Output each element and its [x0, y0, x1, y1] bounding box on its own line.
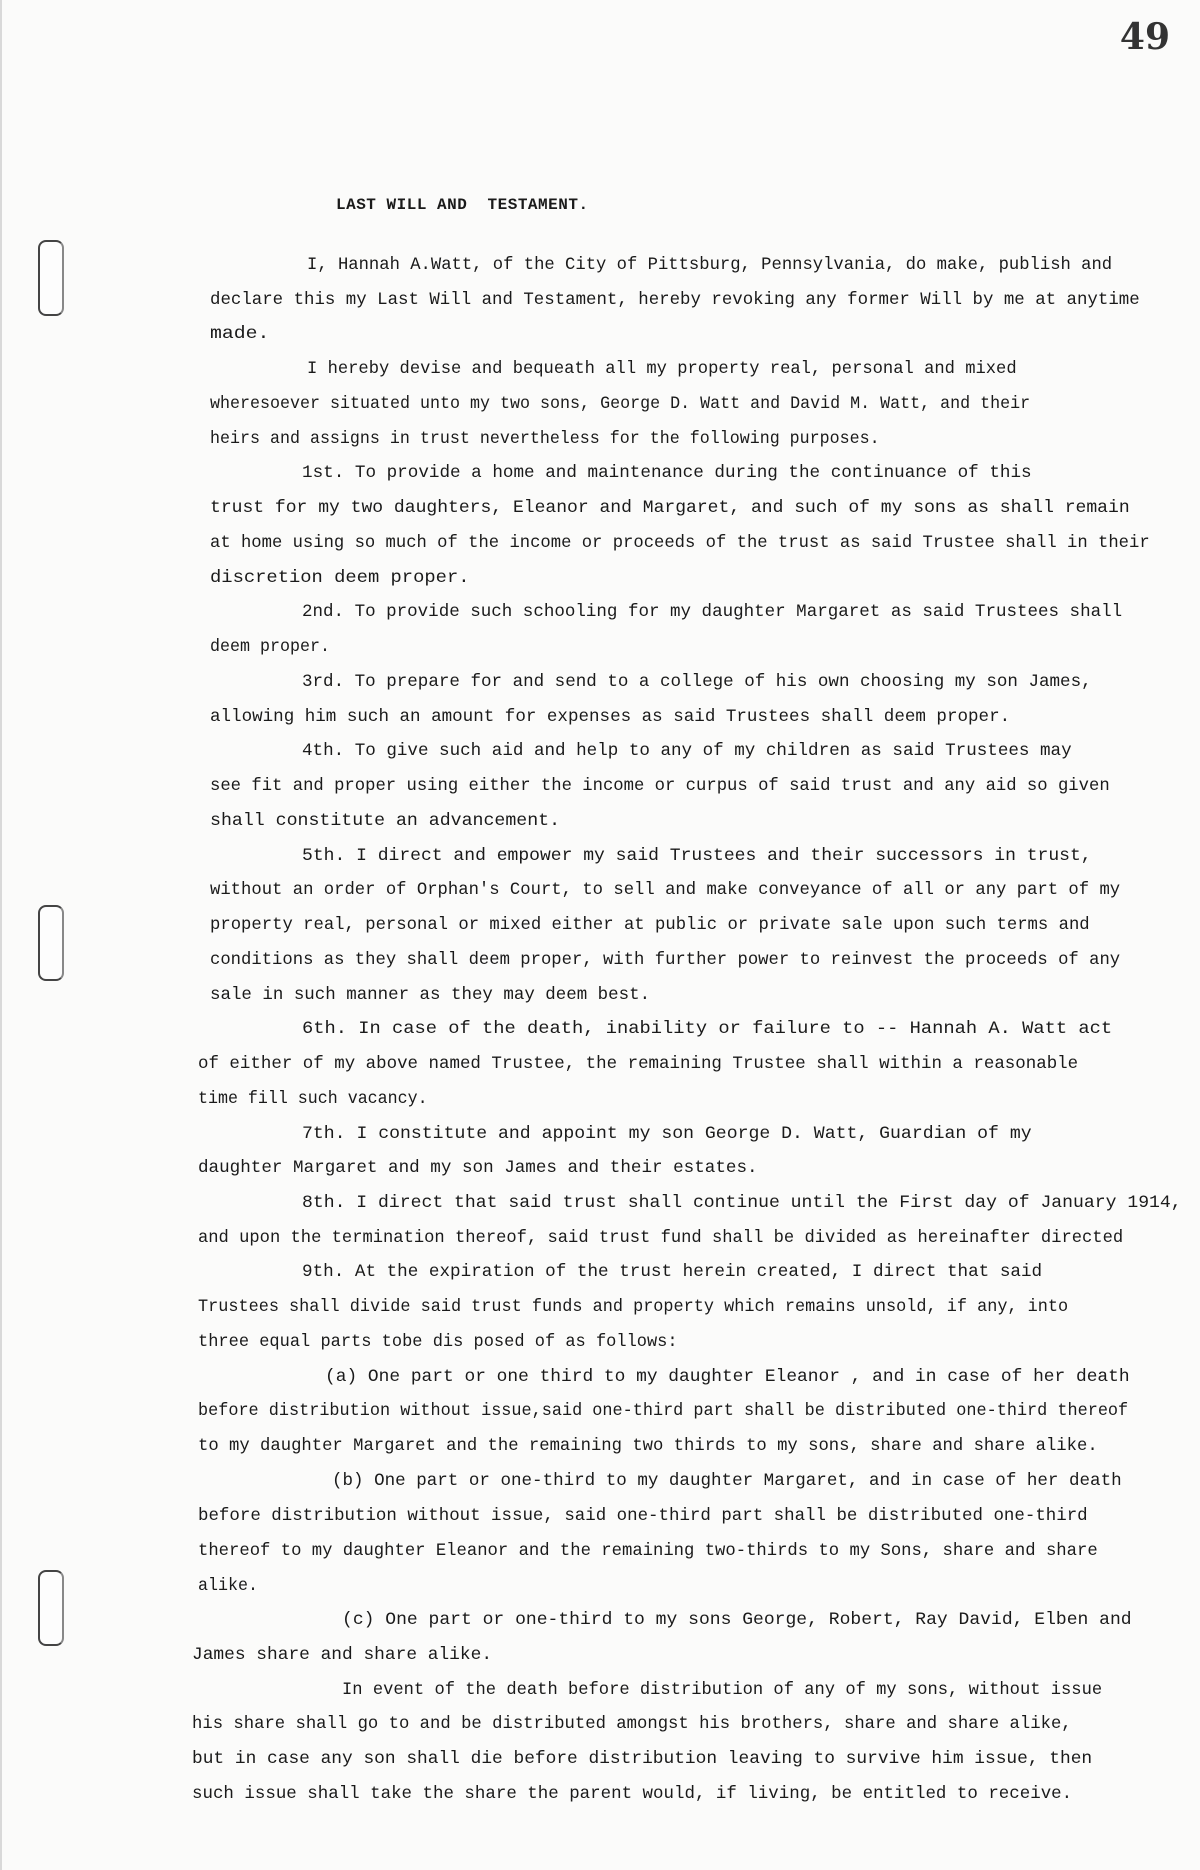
text-line: without an order of Orphan's Court, to sell and make conveyance of all or any part of my — [210, 880, 1121, 900]
text-line: sale in such manner as they may deem best. — [210, 985, 651, 1005]
text-line: (a) One part or one third to my daughter Eleanor , and in case of her death — [325, 1367, 1130, 1387]
text-line: discretion deem proper. — [210, 568, 470, 588]
text-line: before distribution without issue, said one-third part shall be distributed one-third — [198, 1506, 1088, 1526]
text-line: Trustees shall divide said trust funds and property which remains unsold, if any, into — [198, 1297, 1069, 1317]
text-line: 3rd. To prepare for and send to a college of his own choosing my son James, — [302, 672, 1092, 692]
text-line: trust for my two daughters, Eleanor and Margaret, and such of my sons as shall remain — [210, 498, 1130, 518]
text-line: conditions as they shall deem proper, with further power to reinvest the proceeds of any — [210, 950, 1121, 970]
text-line: deem proper. — [210, 637, 331, 657]
text-line: In event of the death before distribution of any of my sons, without issue — [342, 1680, 1103, 1700]
page-edge — [0, 0, 2, 1870]
text-line: made. — [210, 324, 270, 344]
text-line: (c) One part or one-third to my sons George, Robert, Ray David, Elben and — [342, 1610, 1132, 1630]
text-line: heirs and assigns in trust nevertheless for the following purposes. — [210, 429, 880, 449]
page-number: 49 — [1119, 16, 1170, 58]
text-line: time fill such vacancy. — [198, 1089, 428, 1109]
text-line: shall constitute an advancement. — [210, 811, 561, 831]
text-line: but in case any son shall die before distribution leaving to survive him issue, then — [192, 1749, 1093, 1769]
text-line: 8th. I direct that said trust shall continue until the First day of January 1914, — [302, 1193, 1182, 1213]
text-line: 4th. To give such aid and help to any of my children as said Trustees may — [302, 741, 1072, 761]
binder-hole-middle — [38, 905, 64, 981]
text-line: three equal parts tobe dis posed of as follows: — [198, 1332, 678, 1352]
text-line: see fit and proper using either the income or curpus of said trust and any aid so given — [210, 776, 1110, 796]
text-line: and upon the termination thereof, said trust fund shall be divided as hereinafter directed — [198, 1228, 1124, 1248]
text-line: property real, personal or mixed either at public or private sale upon such terms and — [210, 915, 1090, 935]
text-line: his share shall go to and be distributed amongst his brothers, share and share alike, — [192, 1714, 1072, 1734]
text-line: 6th. In case of the death, inability or failure to -- Hannah A. Watt act — [302, 1019, 1113, 1039]
text-line: James share and share alike. — [192, 1645, 493, 1665]
binder-hole-bottom — [38, 1570, 64, 1646]
text-line: of either of my above named Trustee, the remaining Trustee shall within a reasonable — [198, 1054, 1079, 1074]
text-line: declare this my Last Will and Testament, hereby revoking any former Will by me at anytime — [210, 290, 1140, 310]
text-line: thereof to my daughter Eleanor and the remaining two-thirds to my Sons, share and share — [198, 1541, 1098, 1561]
text-line: (b) One part or one-third to my daughter Margaret, and in case of her death — [332, 1471, 1122, 1491]
text-line: 1st. To provide a home and maintenance during the continuance of this — [302, 463, 1032, 483]
text-line: wheresoever situated unto my two sons, George D. Watt and David M. Watt, and their — [210, 394, 1031, 414]
text-line: 7th. I constitute and appoint my son George D. Watt, Guardian of my — [302, 1124, 1032, 1144]
text-line: 2nd. To provide such schooling for my daughter Margaret as said Trustees shall — [302, 602, 1123, 622]
document-title: LAST WILL AND TESTAMENT. — [336, 196, 589, 214]
text-line: before distribution without issue,said one-third part shall be distributed one-third thereof — [198, 1401, 1129, 1421]
text-line: daughter Margaret and my son James and their estates. — [198, 1158, 758, 1178]
text-line: at home using so much of the income or proceeds of the trust as said Trustee shall in their — [210, 533, 1150, 553]
text-line: 5th. I direct and empower my said Trustees and their successors in trust, — [302, 846, 1092, 866]
text-line: to my daughter Margaret and the remaining two thirds to my sons, share and share alike. — [198, 1436, 1098, 1456]
text-line: 9th. At the expiration of the trust herein created, I direct that said — [302, 1262, 1043, 1282]
text-line: I, Hannah A.Watt, of the City of Pittsburg, Pennsylvania, do make, publish and — [307, 255, 1113, 275]
text-line: such issue shall take the share the parent would, if living, be entitled to receive. — [192, 1784, 1073, 1804]
text-line: allowing him such an amount for expenses as said Trustees shall deem proper. — [210, 707, 1011, 727]
text-line: I hereby devise and bequeath all my property real, personal and mixed — [307, 359, 1017, 379]
binder-hole-top — [38, 240, 64, 316]
text-line: alike. — [198, 1576, 259, 1596]
